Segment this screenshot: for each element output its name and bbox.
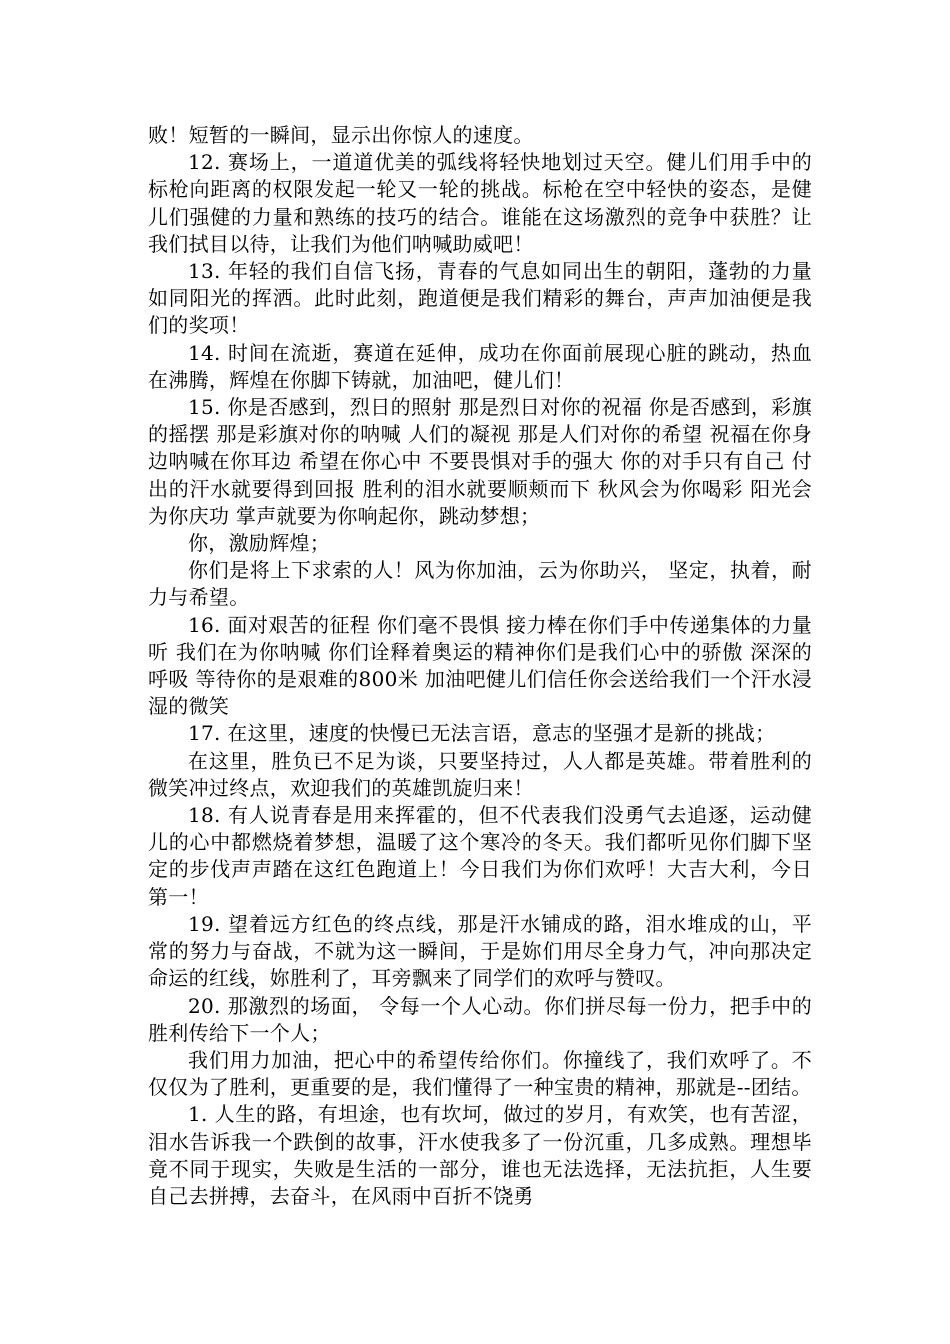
paragraph-16: 16. 面对艰苦的征程 你们毫不畏惧 接力棒在你们手中传递集体的力量 听 我们在为你呐喊 你们诠释着奥运的精神你们是我们心中的骄傲 深深的呼吸 等待你的是艰难的800米 加油吧健儿们信任你会送给我们一个汗水浸湿的微笑 xyxy=(148,612,812,719)
paragraph-20-line2: 我们用力加油，把心中的希望传给你们。你撞线了，我们欢呼了。不仅仅为了胜利，更重要的是，我们懂得了一种宝贵的精神，那就是--团结。 xyxy=(148,1047,812,1100)
paragraph-continuation: 败！短暂的一瞬间，显示出你惊人的速度。 xyxy=(148,123,534,147)
paragraph-14: 14. 时间在流逝，赛道在延伸，成功在你面前展现心脏的跳动，热血在沸腾，辉煌在你脚下铸就，加油吧，健儿们！ xyxy=(148,340,812,392)
paragraph-15-line2: 你，激励辉煌； xyxy=(188,531,331,556)
paragraph-13: 13. 年轻的我们自信飞扬，青春的气息如同出生的朝阳，蓬勃的力量如同阳光的挥洒。此时此刻，跑道便是我们精彩的舞台，声声加油便是我们的奖项！ xyxy=(148,259,812,338)
paragraph-12: 12. 赛场上，一道道优美的弧线将轻快地划过天空。健儿们用手中的标枪向距离的权限发起一轮又一轮的挑战。标枪在空中轻快的姿态，是健儿们强健的力量和熟练的技巧的结合。谁能在这场激烈的竞争中获胜？让我们拭目以待，让我们为他们呐喊助威吧！ xyxy=(148,150,812,256)
paragraph-20: 20. 那激烈的场面， 令每一个人心动。你们拼尽每一份力，把手中的胜利传给下一个人； xyxy=(148,993,812,1045)
paragraph-15: 15. 你是否感到，烈日的照射 那是烈日对你的祝福 你是否感到，彩旗的摇摆 那是彩旗对你的呐喊 人们的凝视 那是人们对你的希望 祝福在你身边呐喊在你耳边 希望在你心中 不要畏惧对手的强大 你的对手只有自己 付出的汗水就要得到回报 胜利的泪水就要顺颊而下 秋风会为你喝彩 阳光会为你庆功 掌声就要为你响起你，跳动梦想； xyxy=(148,395,812,528)
paragraph-17-line2: 在这里，胜负已不足为谈，只要坚持过，人人都是英雄。带着胜利的微笑冲过终点，欢迎我们的英雄凯旋归来！ xyxy=(148,748,812,800)
document-body xyxy=(148,122,812,1210)
paragraph-18: 18. 有人说青春是用来挥霍的，但不代表我们没勇气去追逐，运动健儿的心中都燃烧着梦想，温暖了这个寒冷的冬天。我们都听见你们脚下坚定的步伐声声踏在这红色跑道上！今日我们为你们欢呼！大吉大利，今日第一！ xyxy=(148,803,812,909)
paragraph-19: 19. 望着远方红色的终点线，那是汗水铺成的路，泪水堆成的山，平常的努力与奋战，不就为这一瞬间，于是妳们用尽全身力气，冲向那决定命运的红线，妳胜利了，耳旁飘来了同学们的欢呼与赞叹。 xyxy=(148,911,812,991)
paragraph-17: 17. 在这里，速度的快慢已无法言语，意志的坚强才是新的挑战； xyxy=(188,721,776,746)
paragraph-15-line3: 你们是将上下求索的人！风为你加油，云为你助兴， 坚定，执着，耐力与希望。 xyxy=(148,558,812,610)
paragraph-1: 1. 人生的路，有坦途，也有坎坷，做过的岁月，有欢笑，也有苦涩，泪水告诉我一个跌倒的故事，汗水使我多了一份沉重，几多成熟。理想毕竟不同于现实，失败是生活的一部分，谁也无法选择，无法抗拒，人生要自己去拼搏，去奋斗，在风雨中百折不饶勇 xyxy=(148,1102,812,1208)
